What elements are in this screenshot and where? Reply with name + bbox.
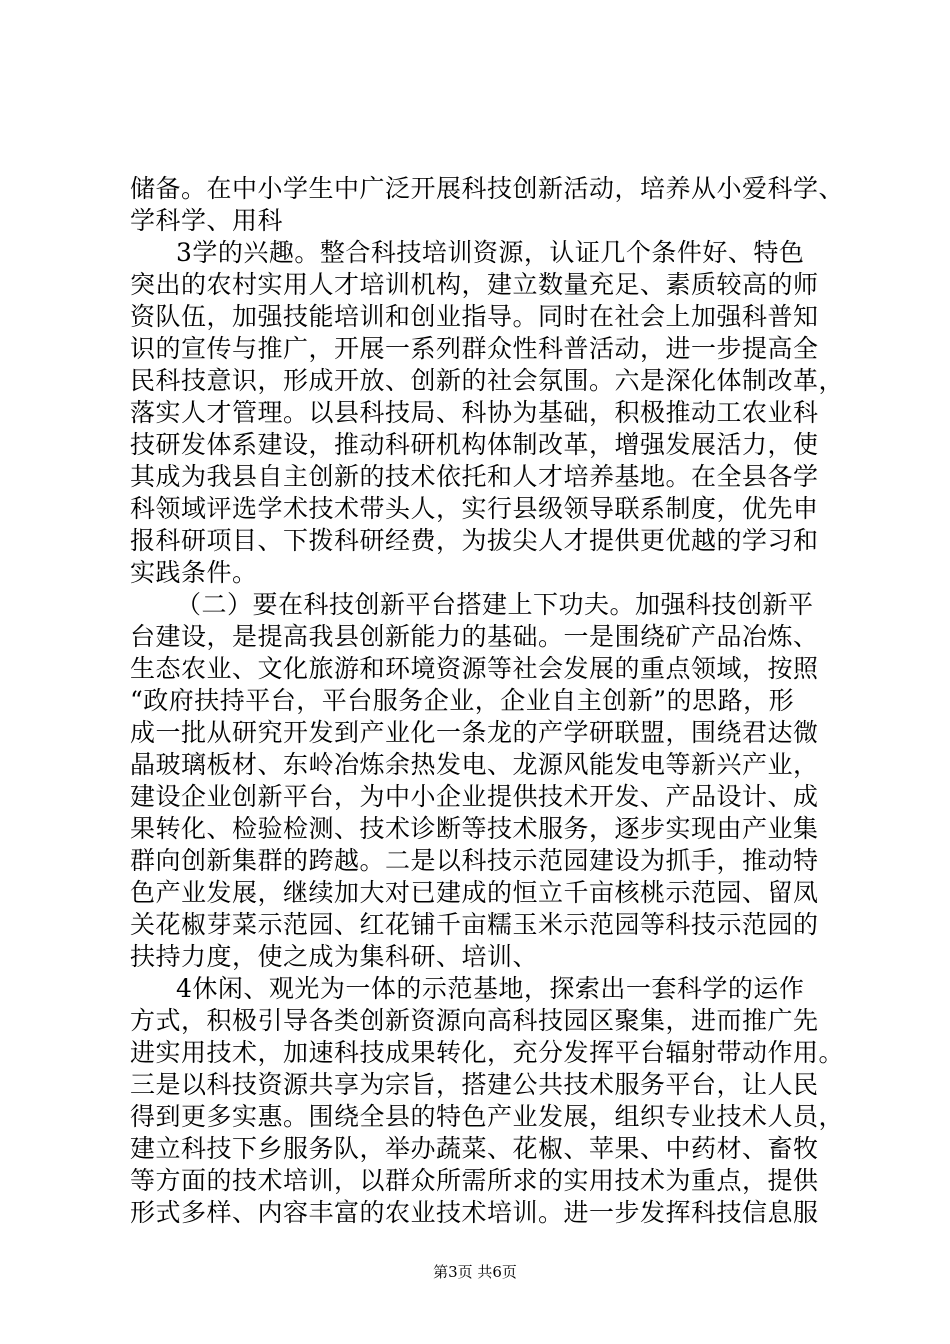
text-line: 报科研项目、下拨科研经费，为拔尖人才提供更优越的学习和 [130,526,819,555]
text-line: 台建设，是提高我县创新能力的基础。一是围绕矿产品冶炼、 [130,622,819,651]
text-line: 进实用技术，加速科技成果转化，充分发挥平台辐射带动作用。 [130,1038,845,1067]
text-line: 形式多样、内容丰富的农业技术培训。进一步发挥科技信息服 [130,1198,819,1227]
text-line: 关花椒芽菜示范园、红花铺千亩糯玉米示范园等科技示范园的 [130,910,819,939]
text-line: 方式，积极引导各类创新资源向高科技园区聚集，进而推广先 [130,1006,819,1035]
page-number: 第3页 共6页 [433,1263,517,1281]
text-line: 突出的农村实用人才培训机构，建立数量充足、素质较高的师 [130,270,819,299]
text-line: 实践条件。 [130,558,258,587]
text-line: “政府扶持平台，平台服务企业，企业自主创新”的思路，形 [130,686,795,715]
text-line: 技研发体系建设，推动科研机构体制改革，增强发展活力，使 [130,430,819,459]
text-line: 群向创新集群的跨越。二是以科技示范园建设为抓手，推动特 [130,846,819,875]
text-line: 色产业发展，继续加大对已建成的恒立千亩核桃示范园、留凤 [130,878,819,907]
text-line: 储备。在中小学生中广泛开展科技创新活动，培养从小爱科学、 [130,174,845,203]
text-line: （二）要在科技创新平台搭建上下功夫。加强科技创新平 [176,590,814,619]
text-line: 建立科技下乡服务队，举办蔬菜、花椒、苹果、中药材、畜牧 [130,1134,819,1163]
text-line: 资队伍，加强技能培训和创业指导。同时在社会上加强科普知 [130,302,819,331]
text-line: 3学的兴趣。整合科技培训资源，认证几个条件好、特色 [176,238,805,267]
text-line: 落实人才管理。以县科技局、科协为基础，积极推动工农业科 [130,398,819,427]
document-body [130,173,860,1229]
text-line: 扶持力度，使之成为集科研、培训、 [130,942,539,971]
text-line: 其成为我县自主创新的技术依托和人才培养基地。在全县各学 [130,462,819,491]
text-line: 生态农业、文化旅游和环境资源等社会发展的重点领域，按照 [130,654,819,683]
text-line: 建设企业创新平台，为中小企业提供技术开发、产品设计、成 [130,782,819,811]
text-line: 识的宣传与推广，开展一系列群众性科普活动，进一步提高全 [130,334,819,363]
text-line: 晶玻璃板材、东岭冶炼余热发电、龙源风能发电等新兴产业， [130,750,819,779]
text-line: 学科学、用科 [130,206,284,235]
text-line: 4休闲、观光为一体的示范基地，探索出一套科学的运作 [176,974,805,1003]
text-line: 三是以科技资源共享为宗旨，搭建公共技术服务平台，让人民 [130,1070,819,1099]
text-line: 科领域评选学术技术带头人，实行县级领导联系制度，优先申 [130,494,819,523]
text-line: 果转化、检验检测、技术诊断等技术服务，逐步实现由产业集 [130,814,819,843]
text-line: 成一批从研究开发到产业化一条龙的产学研联盟，围绕君达微 [130,718,819,747]
text-line: 得到更多实惠。围绕全县的特色产业发展，组织专业技术人员， [130,1102,845,1131]
text-line: 民科技意识，形成开放、创新的社会氛围。六是深化体制改革， [130,366,845,395]
text-line: 等方面的技术培训，以群众所需所求的实用技术为重点，提供 [130,1166,819,1195]
